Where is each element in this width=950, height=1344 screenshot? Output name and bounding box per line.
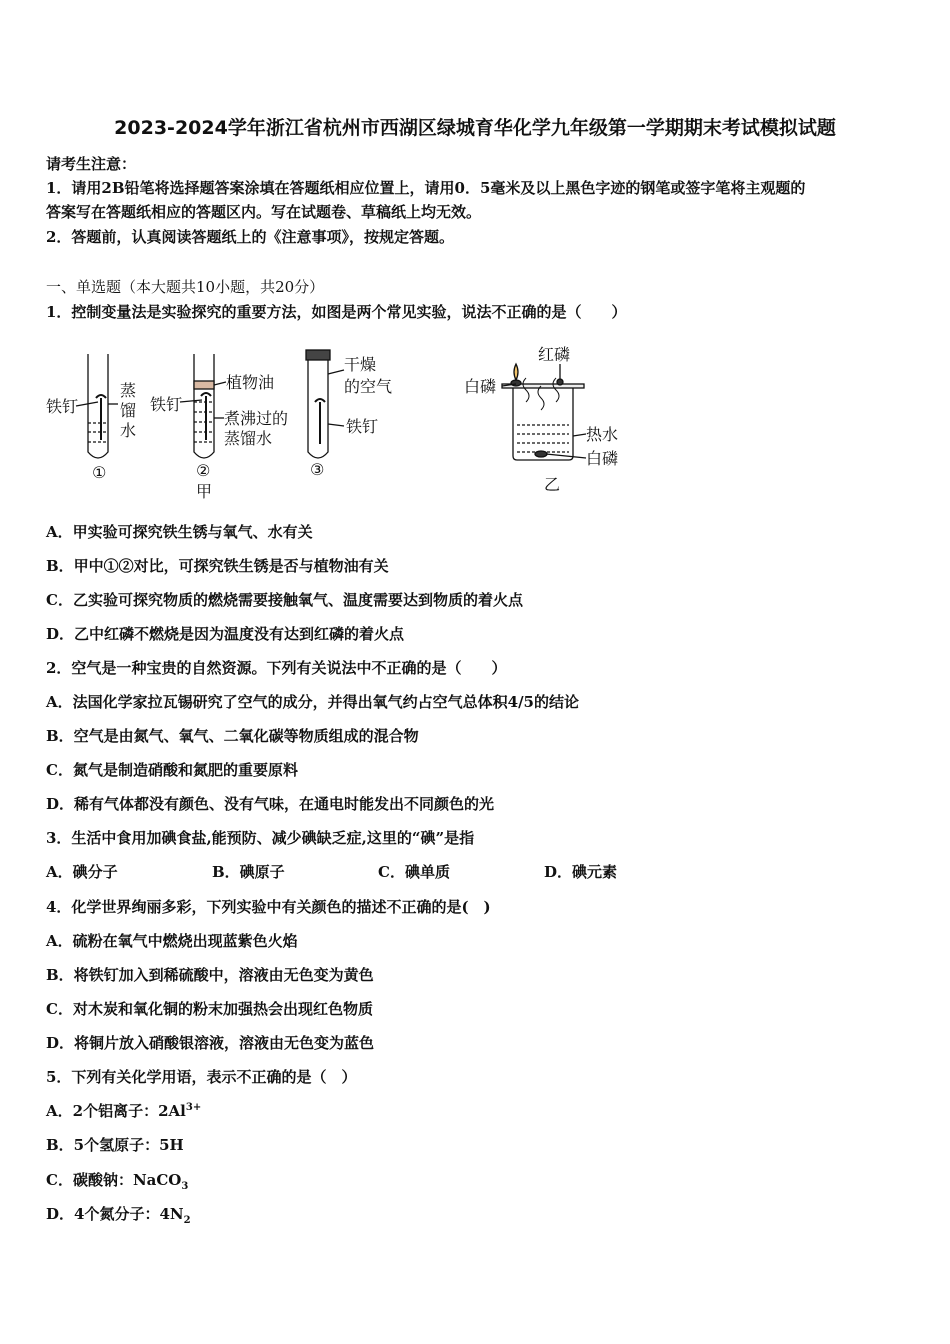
q5-option-c [46, 1169, 188, 1192]
beaker-label-red-phosphorus: 红磷 [538, 345, 571, 364]
tube2-label-oil: 植物油 [226, 373, 275, 392]
q3-option-b: B．碘原子 [212, 863, 285, 881]
group-yi-label: 乙 [544, 475, 561, 494]
q1-option-a: A．甲实验可探究铁生锈与氧气、水有关 [46, 523, 313, 541]
experiment-figure [46, 340, 626, 505]
page-title: 2023-2024学年浙江省杭州市西湖区绿城育华化学九年级第一学期期末考试模拟试题 [114, 117, 836, 139]
q4-option-a: A．硫粉在氧气中燃烧出现蓝紫色火焰 [46, 932, 298, 950]
tube1-label-water-2: 馏 [120, 401, 137, 420]
beaker-label-hot-water: 热水 [586, 425, 619, 444]
group-jia-label: 甲 [196, 482, 213, 501]
notice-heading: 请考生注意： [46, 155, 137, 173]
q5-option-c-text: C．碳酸钠：NaCO [46, 1171, 182, 1189]
tube3-number: ③ [310, 460, 325, 479]
q2-stem: 2．空气是一种宝贵的自然资源。下列有关说法中不正确的是（ ） [46, 659, 507, 677]
q5-option-a [46, 1100, 201, 1121]
q5-option-d [46, 1203, 191, 1226]
q2-option-b: B．空气是由氮气、氧气、二氧化碳等物质组成的混合物 [46, 727, 419, 745]
q5-option-a-charge: 3+ [185, 1102, 202, 1113]
tube3-label-air-1: 干燥 [344, 355, 377, 374]
q3-option-c: C．碘单质 [378, 863, 450, 881]
q5-option-d-subscript: 2 [183, 1215, 191, 1226]
tube2-number: ② [196, 461, 211, 480]
q3-option-a: A．碘分子 [46, 863, 118, 881]
tube3-label-nail: 铁钉 [346, 417, 379, 436]
tube1-label-nail: 铁钉 [46, 397, 79, 416]
tube1-number: ① [92, 463, 107, 482]
q3-options [46, 861, 617, 882]
tube1-label-water-3: 水 [120, 421, 137, 440]
q1-option-b: B．甲中①②对比，可探究铁生锈是否与植物油有关 [46, 557, 389, 575]
q2-option-d: D．稀有气体都没有颜色、没有气味，在通电时能发出不同颜色的光 [46, 795, 495, 813]
q5-option-d-text: D．4个氮分子：4N [46, 1205, 184, 1223]
tube2-label-water-2: 蒸馏水 [224, 429, 273, 448]
q2-option-a: A．法国化学家拉瓦锡研究了空气的成分，并得出氧气约占空气总体积4/5的结论 [46, 693, 579, 711]
q5-option-c-subscript: 3 [181, 1181, 189, 1192]
beaker-label-white-phosphorus-bottom: 白磷 [586, 449, 619, 468]
section-heading: 一、单选题（本大题共10小题，共20分） [46, 278, 325, 296]
q2-option-c: C．氮气是制造硝酸和氮肥的重要原料 [46, 761, 298, 779]
q3-stem: 3．生活中食用加碘食盐,能预防、减少碘缺乏症,这里的“碘”是指 [46, 829, 475, 847]
notice-line-2: 答案写在答题纸相应的答题区内。写在试题卷、草稿纸上均无效。 [46, 203, 482, 221]
tube1-label-water-1: 蒸 [120, 381, 137, 400]
tube2-label-nail: 铁钉 [150, 395, 183, 414]
q5-option-b: B．5个氢原子：5H [46, 1136, 184, 1154]
beaker-label-white-phosphorus-top: 白磷 [464, 377, 497, 396]
q4-stem: 4．化学世界绚丽多彩，下列实验中有关颜色的描述不正确的是( ) [46, 898, 491, 916]
q1-option-c: C．乙实验可探究物质的燃烧需要接触氧气、温度需要达到物质的着火点 [46, 591, 523, 609]
q4-option-b: B．将铁钉加入到稀硫酸中，溶液由无色变为黄色 [46, 966, 374, 984]
q3-option-d: D．碘元素 [544, 863, 618, 881]
q4-option-c: C．对木炭和氧化铜的粉末加强热会出现红色物质 [46, 1000, 373, 1018]
notice-line-1: 1．请用2B铅笔将选择题答案涂填在答题纸相应位置上，请用0．5毫米及以上黑色字迹的钢笔或签字笔将主观题的 [46, 179, 806, 197]
q5-stem: 5．下列有关化学用语，表示不正确的是（ ） [46, 1068, 357, 1086]
tube3-label-air-2: 的空气 [344, 377, 393, 396]
notice-line-3: 2．答题前，认真阅读答题纸上的《注意事项》，按规定答题。 [46, 228, 454, 246]
q1-option-d: D．乙中红磷不燃烧是因为温度没有达到红磷的着火点 [46, 625, 405, 643]
q5-option-a-text: A．2个铝离子：2Al [46, 1102, 186, 1120]
q1-stem: 1．控制变量法是实验探究的重要方法，如图是两个常见实验，说法不正确的是（ ） [46, 303, 627, 321]
tube2-label-water-1: 煮沸过的 [224, 409, 289, 428]
q4-option-d: D．将铜片放入硝酸银溶液，溶液由无色变为蓝色 [46, 1034, 375, 1052]
